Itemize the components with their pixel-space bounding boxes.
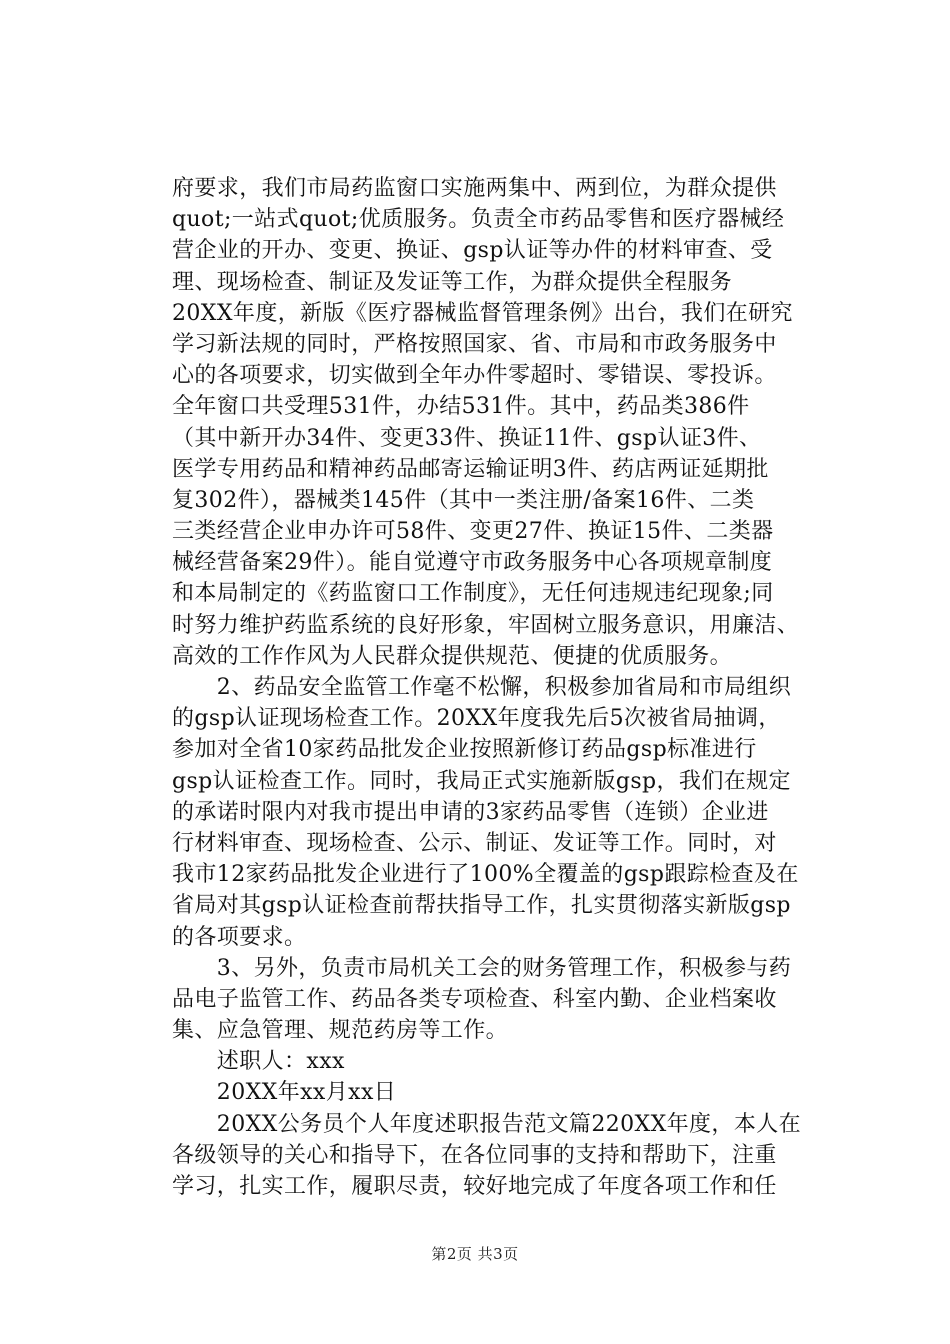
text-line: 全年窗口共受理531件，办结531件。其中，药品类386件: [172, 394, 750, 420]
text-line: 医学专用药品和精神药品邮寄运输证明3件、药店两证延期批: [172, 456, 769, 482]
signature-line: 述职人：xxx: [172, 1049, 345, 1075]
text-line: （其中新开办34件、变更33件、换证11件、gsp认证3件、: [172, 425, 762, 451]
text-line: 集、应急管理、规范药房等工作。: [172, 1018, 509, 1044]
text-line: 府要求，我们市局药监窗口实施两集中、两到位，为群众提供: [172, 176, 777, 201]
date-line: 20XX年xx月xx日: [172, 1080, 397, 1106]
text-line: 各级领导的关心和指导下，在各位同事的支持和帮助下，注重: [172, 1142, 777, 1168]
page-number-footer: 第2页 共3页: [431, 1245, 519, 1263]
text-line: 的承诺时限内对我市提出申请的3家药品零售（连锁）企业进: [172, 799, 769, 825]
text-line: 20XX年度，新版《医疗器械监督管理条例》出台，我们在研究: [172, 300, 793, 326]
text-line: 学习新法规的同时，严格按照国家、省、市局和市政务服务中: [172, 331, 777, 357]
text-line: 高效的工作作风为人民群众提供规范、便捷的优质服务。: [172, 643, 733, 669]
text-line: 品电子监管工作、药品各类专项检查、科室内勤、企业档案收: [172, 986, 777, 1012]
text-line: 学习，扎实工作，履职尽责，较好地完成了年度各项工作和任: [172, 1174, 777, 1199]
text-line: 复302件），器械类145件（其中一类注册/备案16件、二类: [172, 487, 755, 513]
text-line: 的gsp认证现场检查工作。20XX年度我先后5次被省局抽调，: [172, 706, 781, 732]
text-line: 我市12家药品批发企业进行了100%全覆盖的gsp跟踪检查及在: [172, 862, 799, 888]
paragraph-start-line: 2、药品安全监管工作毫不松懈，积极参加省局和市局组织: [172, 675, 792, 700]
text-line: 三类经营企业申办许可58件、变更27件、换证15件、二类器: [172, 519, 774, 545]
text-line: gsp认证检查工作。同时，我局正式实施新版gsp，我们在规定: [172, 768, 791, 794]
text-line: 和本局制定的《药监窗口工作制度》，无任何违规违纪现象;同: [172, 581, 774, 607]
text-line: 参加对全省10家药品批发企业按照新修订药品gsp标准进行: [172, 737, 757, 763]
text-line: 心的各项要求，切实做到全年办件零超时、零错误、零投诉。: [172, 363, 777, 389]
text-line: 时努力维护药监系统的良好形象，牢固树立服务意识，用廉洁、: [172, 612, 800, 638]
text-line: 理、现场检查、制证及发证等工作，为群众提供全程服务: [172, 269, 733, 295]
text-line: 的各项要求。: [172, 924, 307, 950]
text-line: 行材料审查、现场检查、公示、制证、发证等工作。同时，对: [172, 830, 777, 856]
text-line: quot;一站式quot;优质服务。负责全市药品零售和医疗器械经: [172, 207, 785, 233]
text-line: 械经营备案29件）。能自觉遵守市政务服务中心各项规章制度: [172, 550, 773, 576]
paragraph-start-line: 3、另外，负责市局机关工会的财务管理工作，积极参与药: [172, 955, 792, 981]
text-line: 省局对其gsp认证检查前帮扶指导工作，扎实贯彻落实新版gsp: [172, 893, 791, 919]
paragraph-start-line: 20XX公务员个人年度述职报告范文篇220XX年度，本人在: [172, 1111, 802, 1137]
text-line: 营企业的开办、变更、换证、gsp认证等办件的材料审查、受: [172, 238, 773, 264]
document-body: [172, 173, 842, 1202]
